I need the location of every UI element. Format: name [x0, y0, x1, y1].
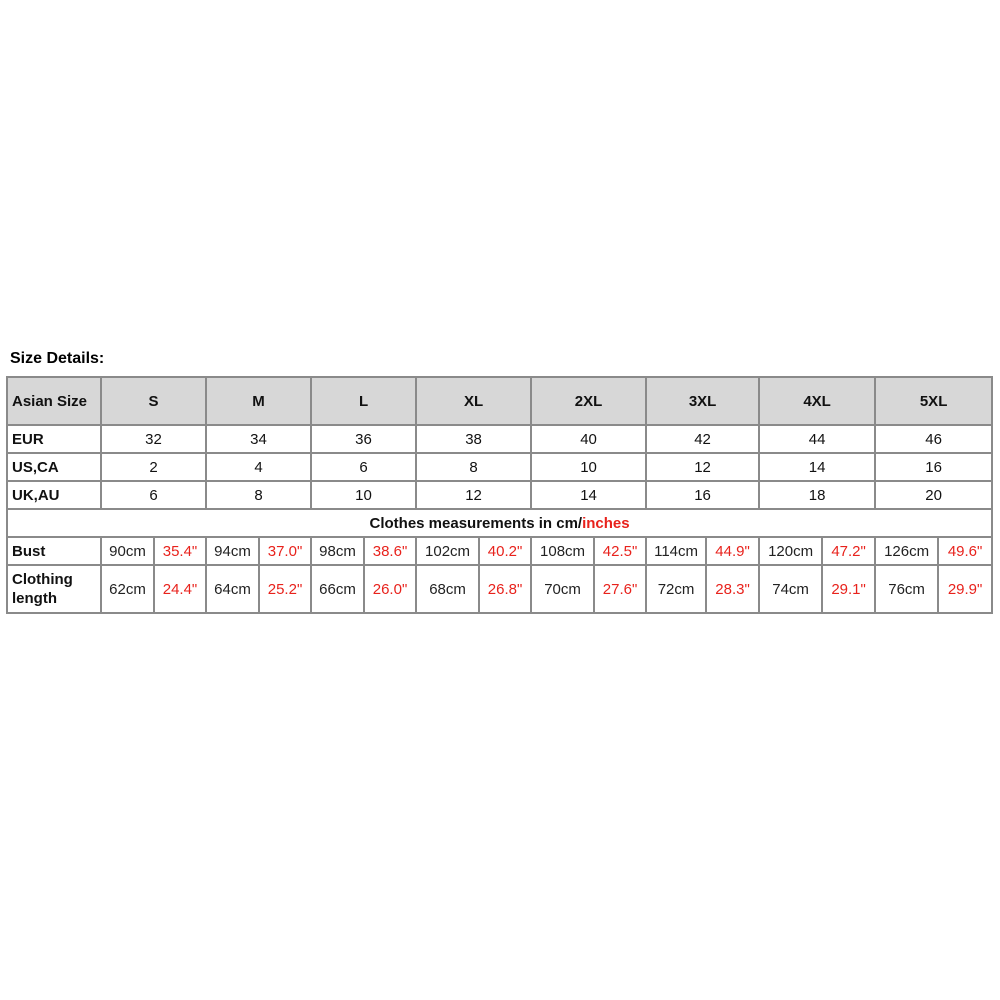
conversion-cell: 12: [416, 481, 531, 509]
conversion-cell: 18: [759, 481, 875, 509]
cm-value-cell: 70cm: [531, 565, 594, 613]
cm-value-cell: 94cm: [206, 537, 259, 565]
cm-value-cell: 108cm: [531, 537, 594, 565]
inch-value-cell: 26.0": [364, 565, 416, 613]
inch-value-cell: 26.8": [479, 565, 531, 613]
conversion-row: [7, 453, 992, 481]
measurement-row: [7, 565, 992, 613]
conversion-cell: 38: [416, 425, 531, 453]
conversion-cell: 6: [101, 481, 206, 509]
measurements-heading-row: [7, 509, 992, 537]
inch-value-cell: 25.2": [259, 565, 311, 613]
inch-value-cell: 40.2": [479, 537, 531, 565]
conversion-cell: 4: [206, 453, 311, 481]
conversion-cell: 10: [531, 453, 646, 481]
conversion-cell: 46: [875, 425, 992, 453]
cm-value-cell: 76cm: [875, 565, 938, 613]
asian-size-label: Asian Size: [7, 377, 101, 425]
conversion-cell: 42: [646, 425, 759, 453]
cm-value-cell: 74cm: [759, 565, 822, 613]
inch-value-cell: 37.0": [259, 537, 311, 565]
conversion-cell: 6: [311, 453, 416, 481]
conversion-cell: 16: [875, 453, 992, 481]
size-header-cell: 5XL: [875, 377, 992, 425]
cm-value-cell: 68cm: [416, 565, 479, 613]
inch-value-cell: 28.3": [706, 565, 759, 613]
inch-value-cell: 24.4": [154, 565, 206, 613]
cm-value-cell: 102cm: [416, 537, 479, 565]
conversion-cell: 34: [206, 425, 311, 453]
size-header-cell: M: [206, 377, 311, 425]
inch-value-cell: 29.1": [822, 565, 875, 613]
conversion-row-label: EUR: [7, 425, 101, 453]
cm-value-cell: 90cm: [101, 537, 154, 565]
inch-value-cell: 35.4": [154, 537, 206, 565]
inch-value-cell: 27.6": [594, 565, 646, 613]
cm-value-cell: 114cm: [646, 537, 706, 565]
cm-value-cell: 98cm: [311, 537, 364, 565]
cm-value-cell: 126cm: [875, 537, 938, 565]
size-header-cell: L: [311, 377, 416, 425]
conversion-row: [7, 481, 992, 509]
size-header-cell: 2XL: [531, 377, 646, 425]
measurement-row: [7, 537, 992, 565]
conversion-cell: 32: [101, 425, 206, 453]
size-header-cell: 4XL: [759, 377, 875, 425]
size-chart-table: [6, 376, 993, 614]
cm-value-cell: 120cm: [759, 537, 822, 565]
inch-value-cell: 49.6": [938, 537, 992, 565]
conversion-cell: 40: [531, 425, 646, 453]
conversion-cell: 16: [646, 481, 759, 509]
inch-value-cell: 38.6": [364, 537, 416, 565]
conversion-cell: 12: [646, 453, 759, 481]
inch-value-cell: 47.2": [822, 537, 875, 565]
size-header-row: [7, 377, 992, 425]
inch-value-cell: 29.9": [938, 565, 992, 613]
size-header-cell: XL: [416, 377, 531, 425]
conversion-cell: 44: [759, 425, 875, 453]
cm-value-cell: 62cm: [101, 565, 154, 613]
conversion-row-label: US,CA: [7, 453, 101, 481]
inch-value-cell: 44.9": [706, 537, 759, 565]
page-title: Size Details:: [10, 350, 105, 367]
measurement-row-label: Bust: [7, 537, 101, 565]
conversion-cell: 36: [311, 425, 416, 453]
conversion-cell: 14: [759, 453, 875, 481]
conversion-cell: 2: [101, 453, 206, 481]
measurement-row-label: Clothing length: [7, 565, 101, 613]
conversion-cell: 20: [875, 481, 992, 509]
conversion-cell: 10: [311, 481, 416, 509]
conversion-row-label: UK,AU: [7, 481, 101, 509]
conversion-cell: 14: [531, 481, 646, 509]
cm-value-cell: 64cm: [206, 565, 259, 613]
inch-value-cell: 42.5": [594, 537, 646, 565]
cm-value-cell: 72cm: [646, 565, 706, 613]
conversion-cell: 8: [416, 453, 531, 481]
measurements-heading-inches: inches: [582, 514, 630, 532]
conversion-row: [7, 425, 992, 453]
measurements-heading: [7, 509, 992, 537]
conversion-cell: 8: [206, 481, 311, 509]
size-header-cell: S: [101, 377, 206, 425]
size-header-cell: 3XL: [646, 377, 759, 425]
cm-value-cell: 66cm: [311, 565, 364, 613]
measurements-heading-text: Clothes measurements in cm/: [369, 514, 583, 532]
